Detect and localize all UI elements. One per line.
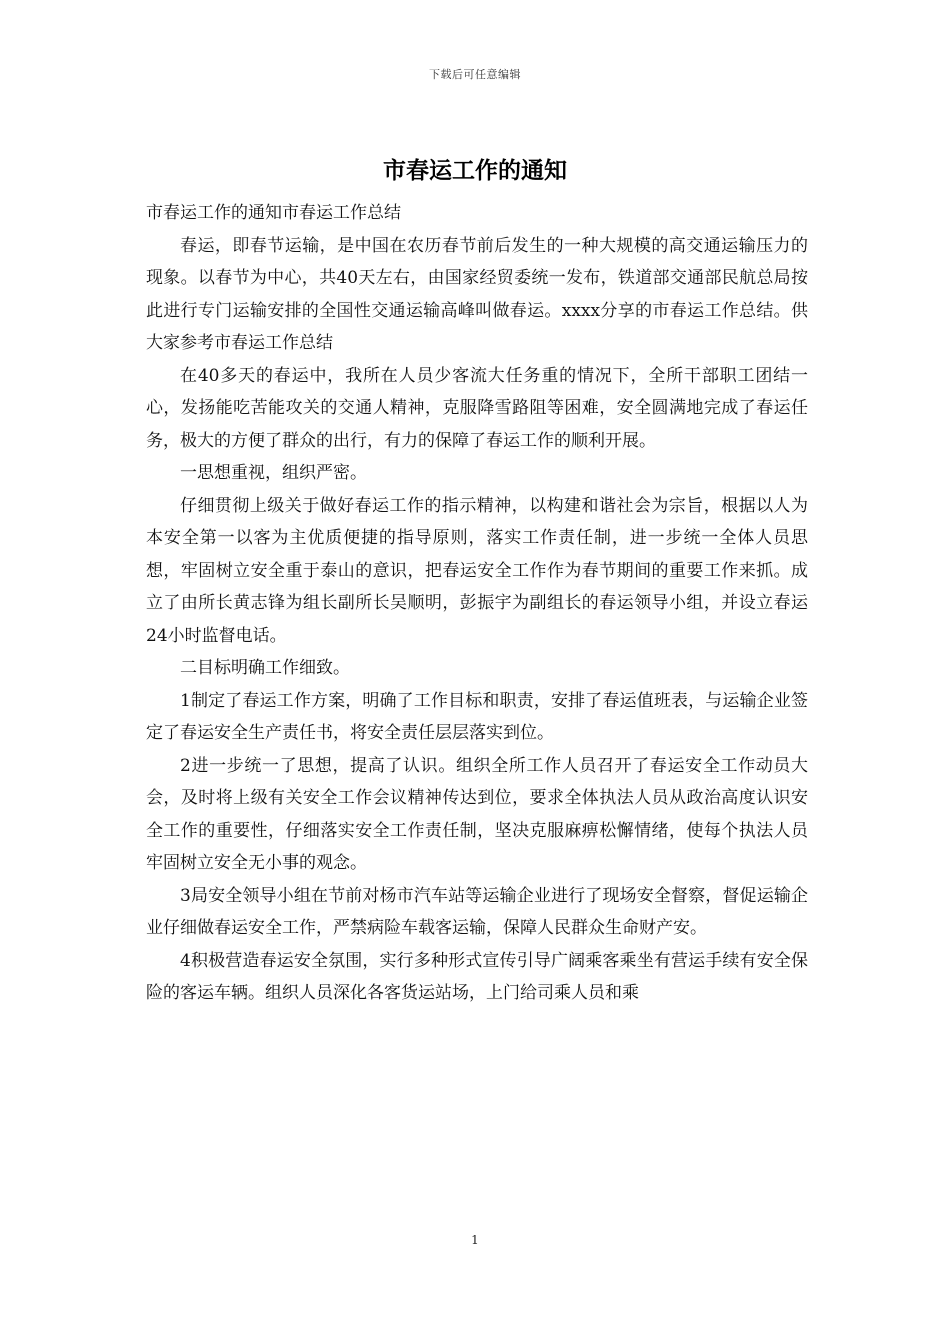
paragraph-intro: 春运，即春节运输，是中国在农历春节前后发生的一种大规模的高交通运输压力的现象。以春节为中心，共40天左右，由国家经贸委统一发布，铁道部交通部民航总局按此进行专门运输安排的全国性交通运输高峰叫做春运。xxxx分享的市春运工作总结。供大家参考市春运工作总结 bbox=[146, 235, 808, 353]
paragraph-subtitle: 市春运工作的通知市春运工作总结 bbox=[146, 203, 401, 223]
document-body bbox=[146, 197, 808, 1010]
page-number: 1 bbox=[471, 1233, 479, 1247]
paragraph-item-2: 2进一步统一了思想，提高了认识。组织全所工作人员召开了春运安全工作动员大会，及时将上级有关安全工作会议精神传达到位，要求全体执法人员从政治高度认识安全工作的重要性，仔细落实安全工作责任制，坚决克服麻痹松懈情绪，使每个执法人员牢固树立安全无小事的观念。 bbox=[146, 755, 808, 873]
paragraph-section-1: 仔细贯彻上级关于做好春运工作的指示精神，以构建和谐社会为宗旨，根据以人为本安全第一以客为主优质便捷的指导原则，落实工作责任制，进一步统一全体人员思想，牢固树立安全重于泰山的意识，把春运安全工作作为春节期间的重要工作来抓。成立了由所长黄志锋为组长副所长吴顺明，彭振宇为副组长的春运领导小组，并设立春运24小时监督电话。 bbox=[146, 495, 808, 646]
document-title: 市春运工作的通知 bbox=[383, 157, 567, 184]
section-heading-2: 二目标明确工作细致。 bbox=[180, 658, 350, 678]
section-heading-1: 一思想重视，组织严密。 bbox=[180, 463, 367, 483]
paragraph-item-1: 1制定了春运工作方案，明确了工作目标和职责，安排了春运值班表，与运输企业签定了春运安全生产责任书，将安全责任层层落实到位。 bbox=[146, 690, 808, 743]
paragraph-summary: 在40多天的春运中，我所在人员少客流大任务重的情况下，全所干部职工团结一心，发扬能吃苦能攻关的交通人精神，克服降雪路阻等困难，安全圆满地完成了春运任务，极大的方便了群众的出行，有力的保障了春运工作的顺利开展。 bbox=[146, 365, 808, 451]
paragraph-item-4: 4积极营造春运安全氛围，实行多种形式宣传引导广阔乘客乘坐有营运手续有安全保险的客运车辆。组织人员深化各客货运站场，上门给司乘人员和乘 bbox=[146, 950, 808, 1003]
paragraph-item-3: 3局安全领导小组在节前对杨市汽车站等运输企业进行了现场安全督察，督促运输企业仔细做春运安全工作，严禁病险车载客运输，保障人民群众生命财产安。 bbox=[146, 885, 808, 938]
header-note: 下载后可任意编辑 bbox=[429, 68, 521, 81]
